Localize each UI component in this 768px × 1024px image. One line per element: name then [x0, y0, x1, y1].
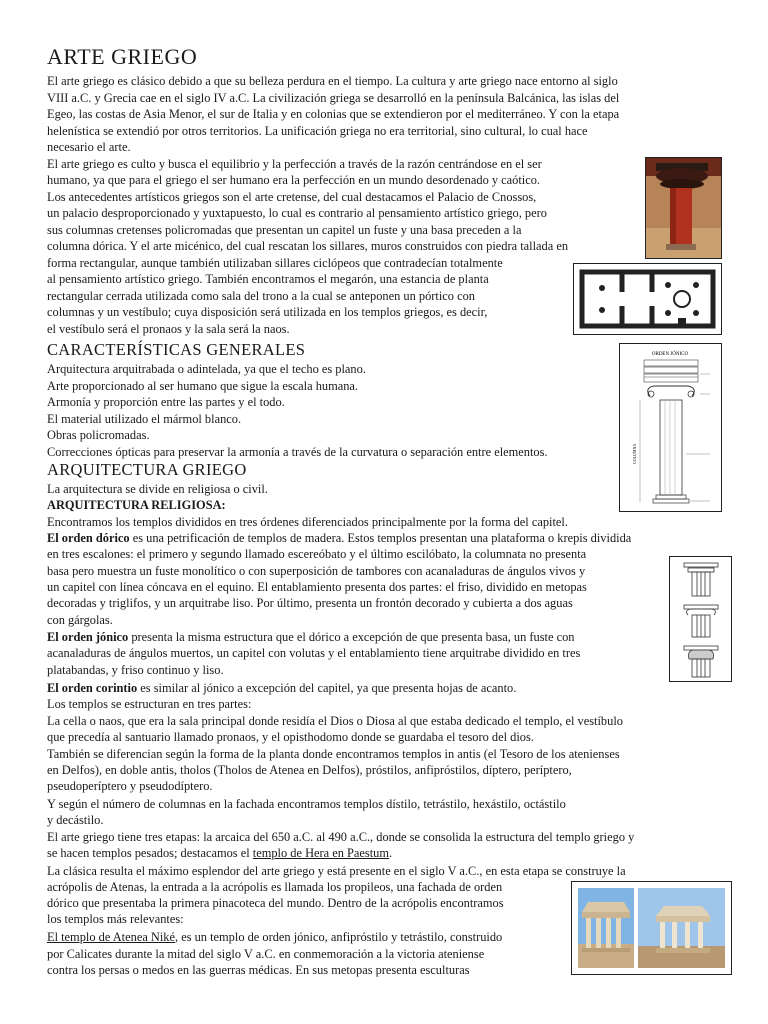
paragraph-line: Los antecedentes artísticos griegos son el arte cretense, del cual destacamos el Palacio de Cnossos, [47, 189, 537, 204]
paragraph-line: necesario el arte. [47, 140, 131, 154]
three-orders-diagram [669, 556, 732, 682]
paragraph-line: El arte griego es clásico debido a que su belleza perdura en el tiempo. La cultura y arte griego nace entorno al siglo [47, 74, 618, 88]
paragraph-line: El arte griego tiene tres etapas: la arcaica del 650 a.C. al 490 a.C., donde se consolida la estructura del templo griego y [47, 830, 635, 844]
ionic-order-side-label: COLUMNA [632, 443, 637, 464]
paragraph-line: Encontramos los templos divididos en tres órdenes diferenciados principalmente por la forma del capitel. [47, 515, 568, 529]
paragraph-line: Y según el número de columnas en la fachada encontramos templos dístilo, tetrástilo, hexástilo, octástilo [47, 797, 566, 811]
link-templo-hera[interactable]: templo de Hera en Paestum [252, 846, 390, 860]
etapas-text: se hacen templos pesados; destacamos el [47, 846, 253, 860]
paragraph-line: acanaladuras de ángulos muertos, un capitel con volutas y el entablamiento tiene arquitrabe dividido en tres [47, 646, 581, 660]
paragraph-line: basa pero muestra un fuste monolítico o con superposición de tambores con acanaladuras de ángulos vivos y [47, 564, 586, 578]
paragraph-line: Correcciones ópticas para preservar la armonía a través de la curvatura o separación entre elementos. [47, 445, 548, 459]
paragraph-line [47, 530, 631, 546]
paragraph-line [47, 629, 574, 645]
paragraph-line [47, 680, 516, 696]
paragraph-line: decoradas y triglifos, y un arquitrabe liso. Por último, presenta un frontón decorado y cubierta a dos aguas [47, 596, 573, 610]
megaron-floor-plan [573, 263, 722, 335]
paragraph-line: El material utilizado el mármol blanco. [47, 411, 242, 426]
paragraph-line: sus columnas cretenses policromadas que presentan un capitel un fuste y una basa preceden a la [47, 222, 522, 237]
arquitectura-intro: La arquitectura se divide en religiosa o civil. [47, 482, 268, 496]
paragraph-line: por Calicates durante la mitad del siglo V a.C. en conmemoración a la victoria ateniense [47, 947, 485, 961]
paragraph-line: VIII a.C. y Grecia cae en el siglo IV a.C. La civilización griega se desarrolló en la península Balcánica, las islas del [47, 90, 620, 105]
paragraph-line: Egeo, las costas de Asia Menor, el sur de Italia y en colonias que se extendieron por el mediterráneo. Y con la etapa [47, 107, 620, 121]
paragraph-line: También se diferencian según la forma de la planta donde encontramos templos in antis (el Tesoro de los atenienses [47, 747, 620, 761]
paragraph-line: pseudoperíptero y pseudodíptero. [47, 779, 213, 793]
paragraph-line: un capitel con línea cóncava en el equino. El entablamiento presenta dos partes: el friso, dividido en metopas [47, 580, 587, 594]
link-templo-atenea-nike[interactable]: El templo de Atenea Niké [47, 930, 175, 944]
paragraph-line: Los templos se estructuran en tres partes: [47, 697, 252, 711]
page-title: ARTE GRIEGO [47, 44, 198, 69]
paragraph-line: columnas y un vestíbulo; cuya disposición será utilizada en los templos griegos, es decir, [47, 305, 488, 319]
paragraph-line [47, 845, 392, 861]
ionic-order-diagram [619, 343, 722, 512]
jonico-text: presenta la misma estructura que el dórico a excepción de que presenta basa, un fuste con [128, 630, 575, 644]
paragraph-line: Arte proporcionado al ser humano que sigue la escala humana. [47, 378, 359, 393]
paragraph-line: Armonía y proporción entre las partes y el todo. [47, 395, 285, 410]
ionic-order-label: ORDEN JÓNICO [651, 352, 689, 357]
paragraph-line: en tres escalones: el primero y segundo llamado escereóbato y el último escilóbato, la columnata no presenta [47, 547, 587, 561]
corintio-text: es similar al jónico a excepción del capitel, ya que presenta hojas de acanto. [137, 681, 517, 695]
paragraph-line: el vestíbulo será el pronaos y la sala será la naos. [47, 321, 290, 336]
paragraph-line: helenística se extendió por otros territorios. La unificación griega no era territorial, sino cultural, lo cual hace [47, 123, 588, 138]
paragraph-line: forma rectangular, aunque también utilizaban sillares ciclópeos que contradecían totalmente [47, 255, 503, 270]
paragraph-line: columna dórica. Y el arte micénico, del cual rescatan los sillares, muros construidos con piedra tallada en [47, 239, 569, 253]
paragraph-line: rectangular cerrada utilizada como sala del trono a la cual se anteponen un pórtico con [47, 288, 475, 303]
paragraph-line: contra los persas o medos en las guerras médicas. En sus metopas presenta esculturas [47, 963, 470, 977]
paragraph-line: El arte griego es culto y busca el equilibrio y la perfección a través de la razón centrándose en el ser [47, 156, 542, 171]
paragraph-line: que precedía al santuario llamado pronaos, y el opisthodomo donde se guardaba el tesoro del dios. [47, 730, 534, 744]
paragraph-line: La cella o naos, que era la sala principal donde residía el Dios o Diosa al que estaba dedicado el templo, el vestíbulo [47, 714, 623, 728]
paragraph-line: los templos más relevantes: [47, 912, 184, 926]
jonico-heading: El orden jónico [47, 630, 129, 644]
section-arquitectura-title: ARQUITECTURA GRIEGO [47, 460, 247, 479]
etapas-text-end: . [389, 846, 393, 860]
paragraph-line: humano, ya que para el griego el ser humano era la perfección en un mundo desordenado y caótico. [47, 173, 541, 187]
paragraph-line: dórico que presentaba la primera pinacoteca del mundo. Dentro de la acrópolis encontramos [47, 896, 504, 910]
temple-athena-nike-photos [571, 881, 732, 975]
religiosa-title: ARQUITECTURA RELIGIOSA: [47, 498, 226, 512]
dorico-heading: El orden dórico [47, 531, 130, 545]
paragraph-line: y decástilo. [47, 813, 104, 827]
paragraph-line: platabandas, y friso continuo y liso. [47, 663, 224, 677]
dorico-text: es una petrificación de templos de madera. Estos templos presentan una plataforma o krepis dividida [129, 531, 632, 545]
paragraph-line: con gárgolas. [47, 613, 113, 627]
cretan-column-photo [645, 157, 722, 259]
section-caracteristicas-title: CARACTERÍSTICAS GENERALES [47, 340, 306, 359]
corintio-heading: El orden corintio [47, 681, 138, 695]
paragraph-line: en Delfos), en doble antis, tholos (Tholos de Atenea en Delfos), próstilos, anfipróstilos, díptero, períptero, [47, 763, 572, 777]
paragraph-line: un palacio desproporcionado y yuxtapuesto, lo cual es contrario al pensamiento artístico griego, pero [47, 206, 547, 220]
paragraph-line: Obras policromadas. [47, 428, 150, 443]
paragraph-line: al pensamiento artístico griego. También encontramos el megarón, una estancia de planta [47, 272, 489, 286]
paragraph-line: acrópolis de Atenas, la entrada a la acrópolis es llamada los propileos, una fachada de orden [47, 880, 503, 894]
paragraph-line: La clásica resulta el máximo esplendor del arte griego y está presente en el siglo V a.C., en esta etapa se construye la [47, 864, 626, 878]
atenea-text: , es un templo de orden jónico, anfipróstilo y tetrástilo, construido [175, 930, 503, 944]
paragraph-line: Arquitectura arquitrabada o adintelada, ya que el techo es plano. [47, 362, 366, 376]
paragraph-line [47, 929, 502, 945]
